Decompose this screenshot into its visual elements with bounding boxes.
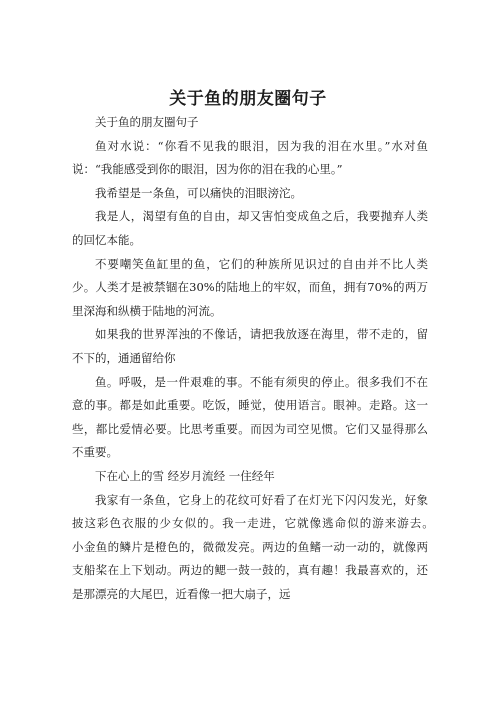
paragraph: 鱼对水说：“你看不见我的眼泪，因为我的泪在水里。”水对鱼说：“我能感受到你的眼泪，因为你的泪在我的心里。” [72,138,428,177]
paragraph: 我希望是一条鱼，可以痛快的泪眼滂沱。 [95,185,302,200]
document-body [72,111,451,606]
paragraph: 下在心上的雪 经岁月流经 一住经年 [95,468,275,483]
paragraph: 我家有一条鱼，它身上的花纹可好看了在灯光下闪闪发光，好象披这彩色衣服的少女似的。我一走进，它就像逃命似的游来游去。 小金鱼的鳞片是橙色的，微微发亮。两边的鱼鳍一动一动的，就像两支船桨在上下划动。两边的鳃一鼓一鼓的，真有趣！我最喜欢的，还是那漂亮的大尾巴，近看像一把大扇子，远 [72,492,451,601]
page-title: 关于鱼的朋友圈句子 [169,89,327,110]
paragraph: 如果我的世界浑浊的不像话，请把我放逐在海里，带不走的，留不下的，通通留给你 [72,327,428,365]
paragraph: 我是人，渴望有鱼的自由，却又害怕变成鱼之后，我要抛弃人类的回忆本能。 [72,209,428,247]
paragraph: 鱼。呼吸，是一件艰难的事。不能有须臾的停止。很多我们不在意的事。都是如此重要。吃饭，睡觉，使用语言。眼神。走路。这一些，都比爱情必要。比思考重要。而因为司空见惯。它们又显得那么不重要。 [72,374,428,460]
paragraph: 关于鱼的朋友圈句子 [95,115,199,129]
paragraph: 不要嘲笑鱼缸里的鱼，它们的种族所见识过的自由并不比人类少。人类才是被禁锢在30%的陆地上的牢奴，而鱼，拥有70%的两万里深海和纵横于陆地的河流。 [72,256,428,318]
